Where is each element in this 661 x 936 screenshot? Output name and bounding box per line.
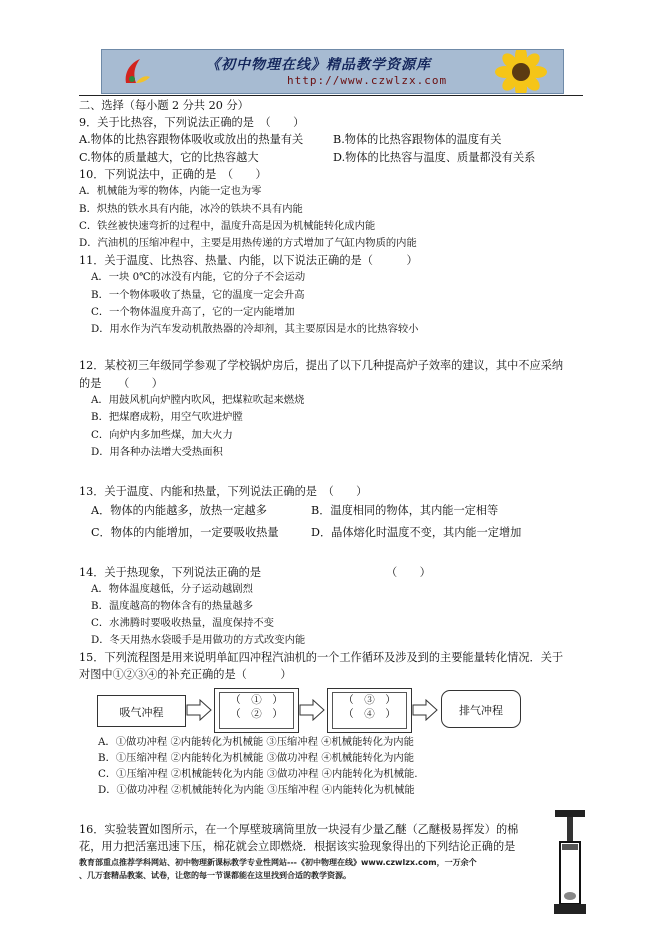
header-rule bbox=[79, 95, 583, 96]
q15-option-b: B．①压缩冲程 ②内能转化为机械能 ③做功冲程 ④机械能转化为内能 bbox=[98, 752, 414, 764]
q11-option-a: A．一块 0℃的冰没有内能，它的分子不会运动 bbox=[91, 271, 306, 283]
q13-option-b: B．温度相同的物体，其内能一定相等 bbox=[311, 504, 499, 517]
q9-option-a: A.物体的比热容跟物体吸收或放出的热量有关 bbox=[79, 133, 304, 146]
q11-stem: 11．关于温度、比热容、热量、内能，以下说法正确的是（ ） bbox=[79, 254, 418, 267]
q12-option-d: D．用各种办法增大受热面积 bbox=[91, 446, 223, 458]
site-logo-icon bbox=[120, 55, 152, 87]
q13-option-c: C．物体的内能增加，一定要吸收热量 bbox=[91, 526, 279, 539]
q14-option-d: D．冬天用热水袋暖手是用做功的方式改变内能 bbox=[91, 634, 306, 646]
glass-cylinder-piston-apparatus-icon bbox=[551, 808, 589, 920]
flow-stage-box-1 bbox=[214, 688, 299, 733]
flow-stage-box-2 bbox=[327, 688, 412, 733]
q14-answer-paren: （ ） bbox=[386, 566, 431, 579]
banner-title: 《初中物理在线》精品教学资源库 bbox=[206, 57, 431, 73]
flow-arrow-2-icon bbox=[299, 699, 325, 721]
q9-stem: 9．关于比热容，下列说法正确的是 （ ） bbox=[79, 116, 305, 129]
q15-option-a: A．①做功冲程 ②内能转化为机械能 ③压缩冲程 ④机械能转化为内能 bbox=[98, 736, 414, 748]
q14-option-b: B．温度越高的物体含有的热量越多 bbox=[91, 600, 254, 612]
q12-stem-line2: 的是 （ ） bbox=[79, 377, 163, 390]
flow-slot-4: （ ④ ） bbox=[343, 708, 396, 720]
banner-url: http://www.czwlzx.com bbox=[287, 74, 448, 87]
q12-option-c: C．向炉内多加些煤，加大火力 bbox=[91, 429, 233, 441]
q16-line1: 16．实验装置如图所示，在一个厚壁玻璃筒里放一块浸有少量乙醚（乙醚极易挥发）的棉 bbox=[79, 823, 519, 836]
header-banner bbox=[101, 49, 564, 94]
flow-arrow-3-icon bbox=[412, 699, 438, 721]
q12-option-b: B．把煤磨成粉，用空气吹进炉膛 bbox=[91, 411, 243, 423]
q10-option-d: D．汽油机的压缩冲程中，主要是用热传递的方式增加了气缸内物质的内能 bbox=[79, 237, 417, 249]
q11-option-b: B．一个物体吸收了热量，它的温度一定会升高 bbox=[91, 289, 305, 301]
q12-option-a: A．用鼓风机向炉膛内吹风，把煤粒吹起来燃烧 bbox=[91, 394, 305, 406]
q16-line2: 花，用力把活塞迅速下压，棉花就会立即燃烧．根据该实验现象得出的下列结论正确的是 bbox=[79, 840, 516, 853]
q12-stem: 12．某校初三年级同学参观了学校锅炉房后，提出了以下几种提高炉子效率的建议，其中不应采纳 bbox=[79, 359, 564, 372]
flow-slot-3: （ ③ ） bbox=[343, 694, 396, 706]
flow-intake-box bbox=[97, 695, 186, 727]
q13-stem: 13．关于温度、内能和热量，下列说法正确的是 （ ） bbox=[79, 485, 368, 498]
q10-option-a: A．机械能为零的物体，内能一定也为零 bbox=[79, 185, 262, 197]
q9-option-c: C.物体的质量越大，它的比热容越大 bbox=[79, 151, 259, 164]
section-title: 二、选择（每小题 2 分共 20 分） bbox=[79, 99, 249, 112]
q11-option-d: D．用水作为汽车发动机散热器的冷却剂，其主要原因是水的比热容较小 bbox=[91, 323, 419, 335]
flow-intake-label: 吸气冲程 bbox=[119, 706, 164, 719]
q10-option-b: B．炽热的铁水具有内能，冰冷的铁块不具有内能 bbox=[79, 203, 303, 215]
q11-option-c: C．一个物体温度升高了，它的一定内能增加 bbox=[91, 306, 295, 318]
q15-option-c: C．①压缩冲程 ②机械能转化为内能 ③做功冲程 ④内能转化为机械能. bbox=[98, 768, 418, 780]
q9-option-b: B.物体的比热容跟物体的温度有关 bbox=[333, 133, 502, 146]
q9-option-d: D.物体的比热容与温度、质量都没有关系 bbox=[333, 151, 536, 164]
footer-line2: 、几万套精品教案、试卷，让您的每一节课都能在这里找到合适的教学资源。 bbox=[79, 871, 351, 880]
flow-slot-2: （ ② ） bbox=[230, 708, 283, 720]
sunflower-icon bbox=[491, 49, 551, 94]
q13-option-a: A．物体的内能越多，放热一定越多 bbox=[91, 504, 267, 517]
footer-line1: 教育部重点推荐学科网站、初中物理新课标教学专业性网站---《初中物理在线》www.czwlzx.com，一万余个 bbox=[79, 858, 477, 867]
q14-stem: 14．关于热现象，下列说法正确的是 bbox=[79, 566, 262, 579]
q14-option-a: A．物体温度越低，分子运动越剧烈 bbox=[91, 583, 253, 595]
flow-exhaust-label: 排气冲程 bbox=[459, 704, 503, 717]
q15-option-d: D．①做功冲程 ②机械能转化为内能 ③压缩冲程 ④内能转化为机械能 bbox=[98, 784, 415, 796]
q10-option-c: C．铁丝被快速弯折的过程中，温度升高是因为机械能转化成内能 bbox=[79, 220, 376, 232]
q14-option-c: C．水沸腾时要吸收热量，温度保持不变 bbox=[91, 617, 274, 629]
q13-option-d: D．晶体熔化时温度不变，其内能一定增加 bbox=[311, 526, 522, 539]
flow-exhaust-box bbox=[441, 690, 521, 728]
q10-stem: 10．下列说法中，正确的是 （ ） bbox=[79, 168, 267, 181]
flow-slot-1: （ ① ） bbox=[230, 694, 283, 706]
q15-stem: 15．下列流程图是用来说明单缸四冲程汽油机的一个工作循环及涉及到的主要能量转化情况．关于 bbox=[79, 651, 564, 664]
flow-arrow-1-icon bbox=[186, 699, 212, 721]
q15-stem-line2: 对图中①②③④的补充正确的是（ ） bbox=[79, 668, 292, 681]
